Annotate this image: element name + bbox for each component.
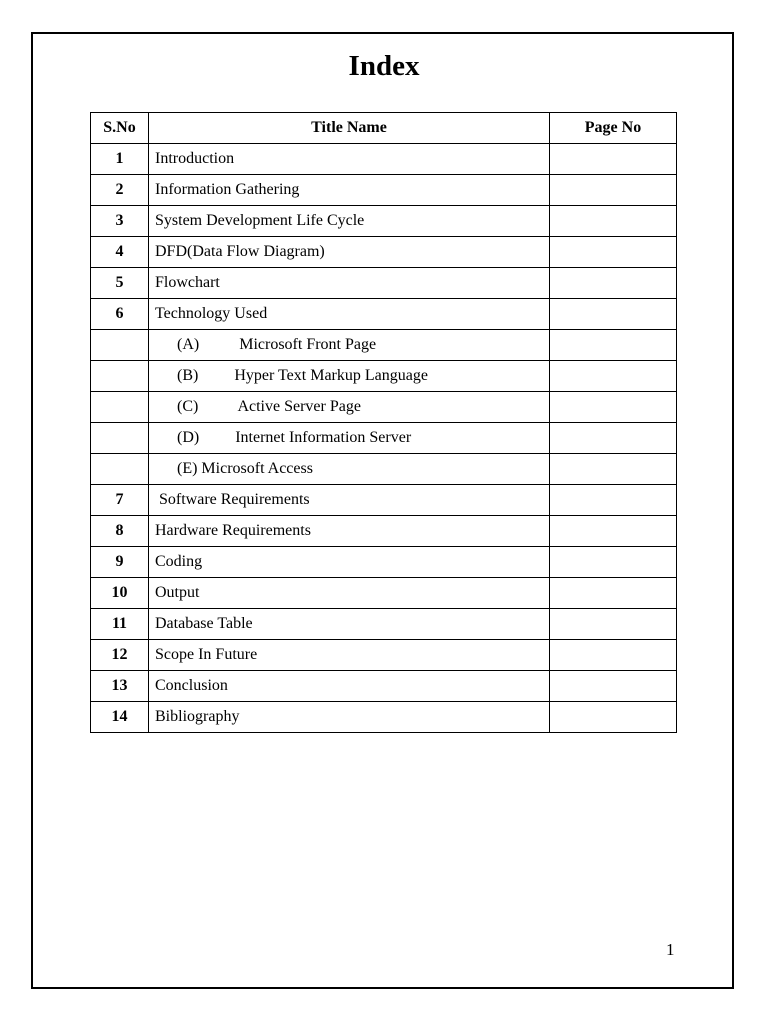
table-row xyxy=(91,299,677,330)
row-sno: 7 xyxy=(91,485,149,516)
row-title: Coding xyxy=(149,547,550,578)
table-row xyxy=(91,702,677,733)
table-row xyxy=(91,268,677,299)
table-row xyxy=(91,144,677,175)
row-page-no xyxy=(550,392,677,423)
row-subtitle: (C) Active Server Page xyxy=(149,392,550,423)
row-title: Flowchart xyxy=(149,268,550,299)
table-row xyxy=(91,485,677,516)
row-page-no xyxy=(550,299,677,330)
row-page-no xyxy=(550,454,677,485)
row-page-no xyxy=(550,206,677,237)
row-title: Information Gathering xyxy=(149,175,550,206)
row-sno: 12 xyxy=(91,640,149,671)
row-page-no xyxy=(550,609,677,640)
row-page-no xyxy=(550,237,677,268)
row-page-no xyxy=(550,423,677,454)
table-row xyxy=(91,609,677,640)
row-page-no xyxy=(550,330,677,361)
row-title: Software Requirements xyxy=(149,485,550,516)
row-sno xyxy=(91,361,149,392)
page-number: 1 xyxy=(666,940,675,959)
index-table xyxy=(90,112,677,733)
row-title: Introduction xyxy=(149,144,550,175)
row-page-no xyxy=(550,516,677,547)
row-sno: 2 xyxy=(91,175,149,206)
row-title: System Development Life Cycle xyxy=(149,206,550,237)
header-title-name: Title Name xyxy=(149,113,550,144)
row-title: Bibliography xyxy=(149,702,550,733)
table-row xyxy=(91,640,677,671)
row-page-no xyxy=(550,671,677,702)
row-sno: 9 xyxy=(91,547,149,578)
row-title: DFD(Data Flow Diagram) xyxy=(149,237,550,268)
row-sno: 6 xyxy=(91,299,149,330)
row-sno: 8 xyxy=(91,516,149,547)
row-title: Hardware Requirements xyxy=(149,516,550,547)
row-subtitle: (B) Hyper Text Markup Language xyxy=(149,361,550,392)
row-page-no xyxy=(550,578,677,609)
page-title: Index xyxy=(348,50,420,82)
table-row xyxy=(91,578,677,609)
row-sno: 14 xyxy=(91,702,149,733)
row-title: Database Table xyxy=(149,609,550,640)
row-title: Output xyxy=(149,578,550,609)
table-row xyxy=(91,392,677,423)
row-sno xyxy=(91,423,149,454)
row-page-no xyxy=(550,144,677,175)
table-row xyxy=(91,516,677,547)
row-page-no xyxy=(550,547,677,578)
table-row xyxy=(91,671,677,702)
row-subtitle: (E) Microsoft Access xyxy=(149,454,550,485)
table-row xyxy=(91,175,677,206)
row-sno xyxy=(91,392,149,423)
table-row xyxy=(91,206,677,237)
row-title: Conclusion xyxy=(149,671,550,702)
row-sno: 1 xyxy=(91,144,149,175)
row-sno xyxy=(91,330,149,361)
row-sno: 3 xyxy=(91,206,149,237)
table-row xyxy=(91,361,677,392)
row-page-no xyxy=(550,640,677,671)
row-page-no xyxy=(550,175,677,206)
table-row xyxy=(91,547,677,578)
row-sno: 4 xyxy=(91,237,149,268)
header-page-no: Page No xyxy=(550,113,677,144)
row-sno: 11 xyxy=(91,609,149,640)
row-sno: 5 xyxy=(91,268,149,299)
row-page-no xyxy=(550,702,677,733)
row-sno: 13 xyxy=(91,671,149,702)
table-row xyxy=(91,237,677,268)
row-subtitle: (A) Microsoft Front Page xyxy=(149,330,550,361)
row-page-no xyxy=(550,485,677,516)
table-header-row xyxy=(91,113,677,144)
table-row xyxy=(91,330,677,361)
row-subtitle: (D) Internet Information Server xyxy=(149,423,550,454)
header-sno: S.No xyxy=(91,113,149,144)
row-title: Technology Used xyxy=(149,299,550,330)
table-row xyxy=(91,423,677,454)
row-page-no xyxy=(550,361,677,392)
row-page-no xyxy=(550,268,677,299)
table-body xyxy=(91,144,677,733)
row-sno: 10 xyxy=(91,578,149,609)
table-row xyxy=(91,454,677,485)
row-sno xyxy=(91,454,149,485)
row-title: Scope In Future xyxy=(149,640,550,671)
